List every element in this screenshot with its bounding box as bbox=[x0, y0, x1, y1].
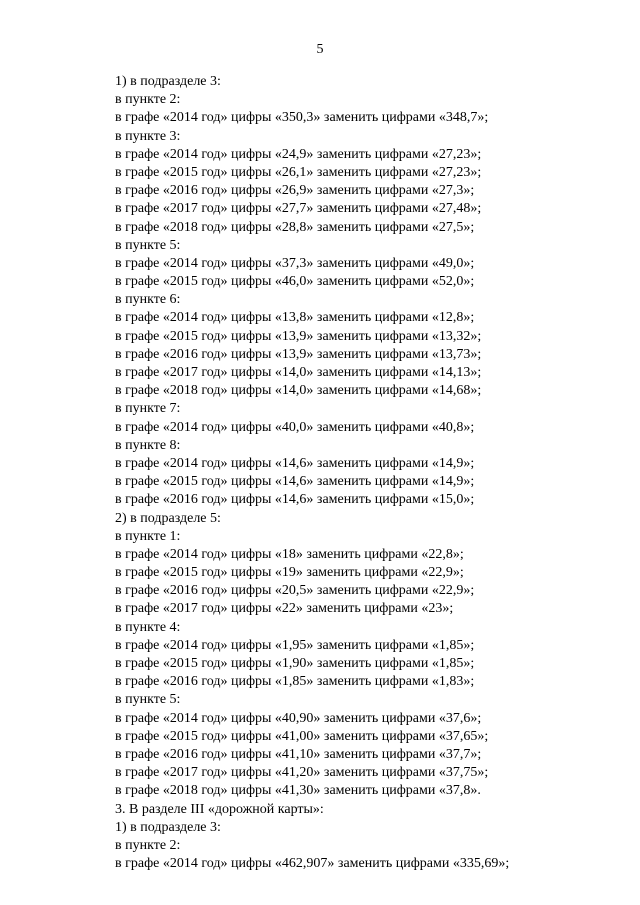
text-line: в графе «2014 год» цифры «37,3» заменить цифрами «49,0»; bbox=[115, 255, 475, 271]
text-line: в графе «2014 год» цифры «14,6» заменить цифрами «14,9»; bbox=[115, 455, 475, 471]
text-line: в графе «2017 год» цифры «14,0» заменить цифрами «14,13»; bbox=[115, 365, 482, 380]
text-line: 1) в подразделе 3: bbox=[115, 819, 221, 835]
text-line: в пункте 5: bbox=[115, 692, 181, 708]
text-line: в пункте 1: bbox=[115, 528, 181, 544]
text-line: в пункте 4: bbox=[115, 619, 181, 635]
text-line: в пункте 6: bbox=[115, 292, 181, 308]
text-line: в графе «2015 год» цифры «19» заменить цифрами «22,9»; bbox=[115, 565, 464, 581]
text-line: в графе «2016 год» цифры «41,10» заменить цифрами «37,7»; bbox=[115, 746, 482, 762]
text-line: в графе «2014 год» цифры «24,9» заменить цифрами «27,23»; bbox=[115, 146, 482, 162]
text-line: в графе «2014 год» цифры «1,95» заменить цифрами «1,85»; bbox=[115, 637, 475, 653]
text-line: в графе «2016 год» цифры «1,85» заменить цифрами «1,83»; bbox=[115, 674, 475, 690]
text-line: в графе «2017 год» цифры «41,20» заменить цифрами «37,75»; bbox=[115, 765, 489, 781]
text-line: в пункте 2: bbox=[115, 837, 181, 853]
text-line: в пункте 8: bbox=[115, 437, 181, 453]
text-line: в графе «2014 год» цифры «18» заменить цифрами «22,8»; bbox=[115, 546, 464, 562]
text-line: в графе «2014 год» цифры «350,3» заменить цифрами «348,7»; bbox=[115, 110, 489, 126]
text-line: 3. В разделе III «дорожной карты»: bbox=[115, 801, 324, 817]
text-line: в графе «2015 год» цифры «13,9» заменить цифрами «13,32»; bbox=[115, 328, 482, 344]
text-line: в графе «2018 год» цифры «28,8» заменить цифрами «27,5»; bbox=[115, 219, 475, 235]
text-line: в графе «2014 год» цифры «462,907» заменить цифрами «335,69»; bbox=[115, 856, 510, 872]
text-line: в графе «2016 год» цифры «13,9» заменить цифрами «13,73»; bbox=[115, 346, 482, 362]
text-line: в пункте 7: bbox=[115, 401, 181, 417]
text-line: в графе «2015 год» цифры «26,1» заменить цифрами «27,23»; bbox=[115, 164, 482, 180]
text-line: в графе «2014 год» цифры «40,0» заменить цифрами «40,8»; bbox=[115, 419, 475, 435]
text-line: в графе «2015 год» цифры «41,00» заменить цифрами «37,65»; bbox=[115, 728, 489, 744]
text-line: в графе «2016 год» цифры «20,5» заменить цифрами «22,9»; bbox=[115, 583, 475, 599]
text-line: в графе «2014 год» цифры «13,8» заменить цифрами «12,8»; bbox=[115, 310, 475, 326]
text-line: в графе «2017 год» цифры «22» заменить цифрами «23»; bbox=[115, 601, 454, 617]
text-line: в графе «2016 год» цифры «26,9» заменить цифрами «27,3»; bbox=[115, 183, 475, 199]
text-line: в графе «2017 год» цифры «27,7» заменить цифрами «27,48»; bbox=[115, 201, 482, 217]
page-number: 5 bbox=[316, 42, 324, 57]
text-line: в пункте 3: bbox=[115, 128, 181, 144]
text-line: в пункте 2: bbox=[115, 92, 181, 108]
text-line: в пункте 5: bbox=[115, 237, 181, 253]
text-line: в графе «2018 год» цифры «14,0» заменить цифрами «14,68»; bbox=[115, 383, 482, 399]
text-line: 1) в подразделе 3: bbox=[115, 74, 221, 89]
text-line: в графе «2015 год» цифры «46,0» заменить цифрами «52,0»; bbox=[115, 274, 475, 290]
document-body bbox=[115, 73, 575, 873]
text-line: в графе «2015 год» цифры «14,6» заменить цифрами «14,9»; bbox=[115, 474, 475, 490]
text-line: в графе «2016 год» цифры «14,6» заменить цифрами «15,0»; bbox=[115, 492, 475, 508]
text-line: в графе «2015 год» цифры «1,90» заменить цифрами «1,85»; bbox=[115, 656, 475, 671]
text-line: в графе «2018 год» цифры «41,30» заменить цифрами «37,8». bbox=[115, 783, 481, 799]
text-line: 2) в подразделе 5: bbox=[115, 510, 221, 526]
text-line: в графе «2014 год» цифры «40,90» заменить цифрами «37,6»; bbox=[115, 710, 482, 726]
